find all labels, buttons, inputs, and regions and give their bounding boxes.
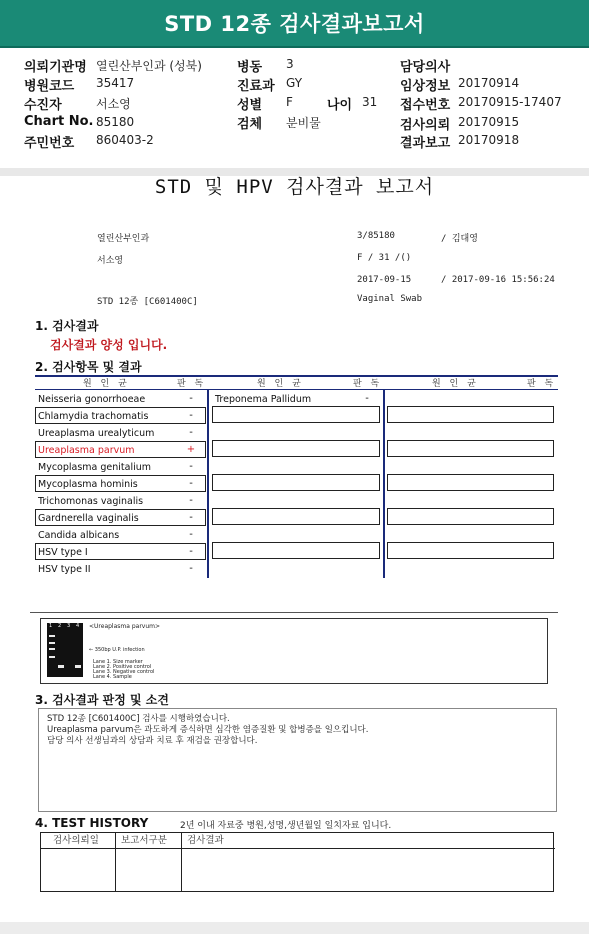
section-divider — [30, 612, 558, 613]
gel-band — [49, 656, 55, 658]
organism-result: - — [189, 546, 193, 557]
organism-result: - — [189, 529, 193, 540]
organism-result: - — [189, 461, 193, 472]
organism-result: - — [189, 410, 193, 421]
empty-result-box — [387, 474, 554, 491]
organism-name: Trichomonas vaginalis — [38, 496, 144, 507]
gel-image-frame — [40, 618, 548, 684]
code-value: 35417 — [96, 76, 135, 90]
organism-name: HSV type II — [38, 564, 91, 575]
code-label: 병원코드 — [24, 79, 75, 94]
column-divider-2 — [383, 390, 385, 578]
history-header-row — [41, 833, 555, 849]
bottom-strip — [0, 922, 589, 934]
gel-band — [49, 648, 55, 650]
report-clinic: 열린산부인과 — [97, 234, 150, 244]
report-doctor: / 김대영 — [441, 234, 478, 244]
report-label: 결과보고 — [400, 136, 451, 151]
empty-result-box — [212, 542, 380, 559]
dept-label: 진료과 — [237, 79, 275, 94]
report-patient: 서소영 — [97, 256, 124, 266]
col-res-2: 판 독 — [353, 379, 383, 389]
organism-name: Gardnerella vaginalis — [38, 513, 139, 524]
history-table — [40, 832, 554, 892]
request-value: 20170915 — [458, 115, 520, 129]
organism-result: - — [189, 512, 193, 523]
empty-result-box — [212, 474, 380, 491]
patient-label: 수진자 — [24, 98, 62, 113]
section-1-title: 1. 검사결과 — [35, 319, 99, 333]
report-value: 20170918 — [458, 133, 520, 147]
report-title: STD 및 HPV 검사결과 보고서 — [154, 176, 435, 198]
opinion-line: Ureaplasma parvum은 과도하게 증식하면 심각한 염증질환 및 합병증을 일으킵니다. — [47, 725, 369, 735]
organism-result: - — [189, 427, 193, 438]
patient-value: 서소영 — [96, 97, 131, 111]
col-org-1: 원 인 균 — [83, 379, 130, 389]
page-title: STD 12종 검사결과보고서 — [164, 12, 425, 36]
organism-name: Mycoplasma hominis — [38, 479, 138, 490]
sex-label: 성별 — [237, 98, 263, 113]
organism-result: - — [189, 478, 193, 489]
empty-result-box — [212, 406, 380, 423]
column-divider-1 — [207, 390, 209, 578]
history-col-request: 검사의뢰일 — [53, 835, 99, 846]
lane-label: 4 — [76, 623, 80, 629]
empty-result-box — [387, 406, 554, 423]
hospital-label: 의뢰기관명 — [24, 60, 87, 75]
organism-result: - — [189, 495, 193, 506]
opinion-line: STD 12종 [C601400C] 검사를 시행하였습니다. — [47, 714, 230, 724]
section-2-title: 2. 검사항목 및 결과 — [35, 360, 142, 374]
lane-label: 3 — [67, 623, 71, 629]
organism-result: - — [189, 393, 193, 404]
empty-result-box — [387, 508, 554, 525]
clinical-label: 임상정보 — [400, 79, 451, 94]
organism-name: Chlamydia trachomatis — [38, 411, 149, 422]
history-column-divider — [115, 833, 116, 891]
table-header-rule — [35, 389, 558, 390]
organism-result: - — [189, 563, 193, 574]
gel-legend-line: Lane 2. Positive control — [93, 664, 152, 670]
positive-result: 검사결과 양성 입니다. — [50, 338, 168, 352]
empty-result-box — [212, 440, 380, 457]
opinion-box — [38, 708, 557, 812]
section-4-title: 4. TEST HISTORY — [35, 816, 149, 830]
gel-electrophoresis-image — [47, 623, 83, 677]
col-org-2: 원 인 균 — [257, 379, 304, 389]
report-date-a: 2017-09-15 — [357, 275, 412, 285]
hospital-value: 열린산부인과 (성북) — [96, 59, 202, 73]
gel-title: <Ureaplasma parvum> — [89, 623, 161, 630]
organism-name-positive: Ureaplasma parvum — [38, 445, 135, 456]
request-label: 검사의뢰 — [400, 118, 451, 133]
gel-band — [58, 665, 64, 668]
history-col-type: 보고서구분 — [121, 835, 167, 846]
gel-band — [75, 665, 81, 668]
specimen-value: 분비물 — [286, 116, 321, 130]
col-res-1: 판 독 — [177, 379, 207, 389]
empty-result-box — [212, 508, 380, 525]
section-3-title: 3. 검사결과 판정 및 소견 — [35, 693, 169, 707]
organism-result: - — [365, 393, 369, 404]
opinion-line: 담당 의사 선생님과의 상담과 치료 후 재검을 권장합니다. — [47, 736, 258, 746]
ward-value: 3 — [286, 57, 294, 71]
gel-legend-line: Lane 3. Negative control — [93, 669, 155, 675]
sex-value: F — [286, 95, 293, 109]
report-date-b: / 2017-09-16 15:56:24 — [441, 275, 555, 285]
report-chart: 3/85180 — [357, 231, 395, 241]
clinical-value: 20170914 — [458, 76, 520, 90]
chart-label: Chart No. — [24, 114, 94, 129]
receipt-value: 20170915-17407 — [458, 95, 562, 109]
id-label: 주민번호 — [24, 136, 75, 151]
organism-name: HSV type I — [38, 547, 88, 558]
report-test-name: STD 12종 [C601400C] — [97, 297, 198, 307]
organism-name: Candida albicans — [38, 530, 120, 541]
specimen-label: 검체 — [237, 117, 263, 132]
report-sex-age: F / 31 /() — [357, 253, 412, 263]
history-column-divider — [181, 833, 182, 891]
col-org-3: 원 인 균 — [432, 379, 479, 389]
organism-result-positive: + — [186, 444, 196, 455]
organism-name: Ureaplasma urealyticum — [38, 428, 155, 439]
gel-band — [49, 642, 55, 644]
gel-arrow-label: ← 350bp U.P. infection — [89, 647, 145, 653]
doctor-label: 담당의사 — [400, 60, 451, 75]
meta-info — [0, 50, 589, 168]
header-bar — [0, 0, 589, 48]
organism-name: Treponema Pallidum — [215, 394, 312, 405]
results-table — [35, 373, 558, 578]
id-value: 860403-2 — [96, 133, 154, 147]
report-specimen: Vaginal Swab — [357, 294, 423, 304]
age-label: 나이 — [327, 98, 353, 113]
ward-label: 병동 — [237, 60, 263, 75]
organism-name: Mycoplasma genitalium — [38, 462, 152, 473]
lane-label: 1 — [49, 623, 53, 629]
dept-value: GY — [286, 76, 303, 90]
gel-band — [49, 635, 55, 637]
organism-name: Neisseria gonorrhoeae — [38, 394, 146, 405]
chart-value: 85180 — [96, 115, 135, 129]
history-note: 2년 이내 자료중 병원,성명,생년월일 일치자료 입니다. — [180, 821, 392, 831]
col-res-3: 판 독 — [527, 379, 557, 389]
history-col-result: 검사결과 — [187, 835, 224, 846]
receipt-label: 접수번호 — [400, 98, 451, 113]
empty-result-box — [387, 542, 554, 559]
gel-legend-line: Lane 4. Sample — [93, 674, 132, 680]
gel-legend-line: Lane 1. Size marker — [93, 659, 143, 665]
empty-result-box — [387, 440, 554, 457]
age-value: 31 — [362, 95, 378, 109]
lane-label: 2 — [58, 623, 62, 629]
